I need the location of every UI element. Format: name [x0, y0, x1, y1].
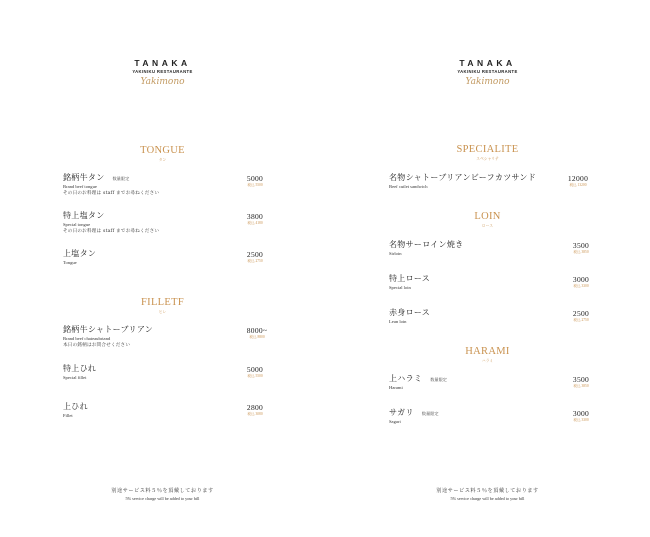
item-name-en: Harami: [389, 385, 403, 390]
price-amount: 3500: [572, 375, 590, 384]
section-title: LOIN: [474, 211, 501, 222]
service-charge-jp: 別途サービス料５％を頂戴しております: [111, 488, 214, 494]
logo-subtitle: YAKINIKU RESTAURANTE: [457, 69, 518, 74]
item-price: [564, 309, 598, 323]
section-title-jp: ロース: [481, 223, 494, 228]
price-tax-included: 税込 3080: [247, 412, 263, 416]
price-tax-included: 税込 4180: [247, 221, 263, 225]
menu-item: [389, 172, 536, 189]
section-title-jp: ハラミ: [481, 358, 494, 363]
item-name: 銘柄牛タン: [63, 173, 105, 182]
price-tax-included: 税込 2750: [247, 259, 263, 263]
section-title-jp: ヒレ: [158, 309, 167, 314]
menu-item: [63, 401, 88, 418]
item-name: 名物サーロイン焼き: [389, 240, 464, 249]
section-heading-tongue: [0, 145, 325, 163]
item-name: 名物シャトーブリアンビーフカツサンド: [389, 173, 536, 182]
item-name: サガリ: [389, 408, 414, 417]
item-price: [238, 174, 272, 188]
price-amount: 3800: [246, 212, 264, 221]
item-name: 上塩タン: [63, 249, 97, 258]
service-charge-en: 5% service charge will be added to your bill: [125, 496, 200, 501]
item-price: [238, 403, 272, 417]
item-note: その日のお料理は staff までお尋ねください: [63, 229, 160, 234]
menu-item: [389, 239, 463, 256]
item-price: [564, 241, 598, 255]
item-price: [238, 212, 272, 226]
item-price: [238, 250, 272, 264]
menu-page-right: [325, 0, 650, 537]
price-tax-included: 税込 2750: [573, 318, 589, 322]
service-charge-note: [0, 487, 325, 501]
section-title-jp: スペシャリテ: [476, 156, 499, 161]
service-charge-note: [325, 487, 650, 501]
price-tax-included: 税込 3300: [573, 418, 589, 422]
section-heading-speciality: [325, 144, 650, 162]
item-name-en: Sirloin: [389, 251, 402, 256]
section-heading-harami: [325, 346, 650, 364]
price-tax-included: 税込 13200: [569, 183, 587, 187]
section-heading-fillet: [0, 297, 325, 315]
restaurant-logo: [325, 58, 650, 87]
item-name: 銘柄牛シャトーブリアン: [63, 325, 154, 334]
section-title-jp: タン: [158, 157, 167, 162]
item-name-en: Fillet: [63, 413, 73, 418]
restaurant-logo: [0, 58, 325, 87]
item-name-en: Special loin: [389, 285, 411, 290]
menu-item: [389, 407, 439, 424]
menu-item: [389, 373, 447, 390]
item-price: [564, 375, 598, 389]
logo-brand: TANAKA: [134, 58, 191, 68]
limited-badge: 数量限定: [112, 176, 130, 181]
service-charge-en: 5% service charge will be added to your bill: [450, 496, 525, 501]
item-name: 特上塩タン: [63, 211, 105, 220]
price-amount: 2500: [246, 250, 264, 259]
section-title: FILLETF: [141, 297, 184, 308]
price-tax-included: 税込 5500: [247, 183, 263, 187]
item-name-en: Tongue: [63, 260, 77, 265]
item-name-en: Beef cutlet sandwich: [389, 184, 428, 189]
price-tax-included: 税込 8800: [249, 335, 265, 339]
menu-item: [63, 363, 96, 380]
price-amount: 5000: [246, 174, 264, 183]
service-charge-jp: 別途サービス料５％を頂戴しております: [436, 488, 539, 494]
item-name: 特上ロース: [389, 274, 431, 283]
item-name-en: Special fillet: [63, 375, 87, 380]
logo-brand: TANAKA: [459, 58, 516, 68]
price-amount: 3000: [572, 409, 590, 418]
price-amount: 12000: [567, 174, 589, 183]
section-title: TONGUE: [140, 145, 185, 156]
section-title: SPECIALITE: [456, 144, 519, 155]
item-name-en: Sagari: [389, 419, 401, 424]
item-name: 赤身ロース: [389, 308, 431, 317]
price-amount: 8000~: [246, 326, 268, 335]
logo-script: Yakimono: [140, 77, 185, 87]
price-tax-included: 税込 3300: [573, 284, 589, 288]
item-name: 特上ひれ: [63, 364, 97, 373]
menu-item: [389, 273, 430, 290]
menu-item: [63, 210, 159, 234]
menu-item: [63, 172, 159, 196]
logo-subtitle: YAKINIKU RESTAURANTE: [132, 69, 193, 74]
item-name-en: Special tongue: [63, 222, 91, 227]
price-tax-included: 税込 3850: [573, 250, 589, 254]
menu-item: [63, 324, 153, 348]
limited-badge: 数量限定: [421, 411, 439, 416]
section-title: HARAMI: [465, 346, 510, 357]
price-amount: 2800: [246, 403, 264, 412]
price-tax-included: 税込 5500: [247, 374, 263, 378]
item-note: その日のお料理は staff までお尋ねください: [63, 191, 160, 196]
item-name-en: Brand beef tongue: [63, 184, 97, 189]
item-price: [238, 365, 272, 379]
item-name-en: Brand beef chateaubriand: [63, 336, 111, 341]
price-tax-included: 税込 3850: [573, 384, 589, 388]
item-name: 上ハラミ: [389, 374, 423, 383]
price-amount: 2500: [572, 309, 590, 318]
price-amount: 3500: [572, 241, 590, 250]
limited-badge: 数量限定: [430, 377, 447, 382]
section-heading-loin: [325, 211, 650, 229]
item-price: [561, 174, 595, 188]
item-price: [564, 275, 598, 289]
price-amount: 5000: [246, 365, 264, 374]
item-price: [564, 409, 598, 423]
item-price: [240, 326, 274, 340]
item-name-en: Lean loin: [389, 319, 407, 324]
price-amount: 3000: [572, 275, 590, 284]
item-note: 本日の銘柄はお問合せください: [63, 343, 131, 348]
item-name: 上ひれ: [63, 402, 88, 411]
menu-item: [389, 307, 430, 324]
logo-script: Yakimono: [465, 77, 510, 87]
menu-item: [63, 248, 96, 265]
